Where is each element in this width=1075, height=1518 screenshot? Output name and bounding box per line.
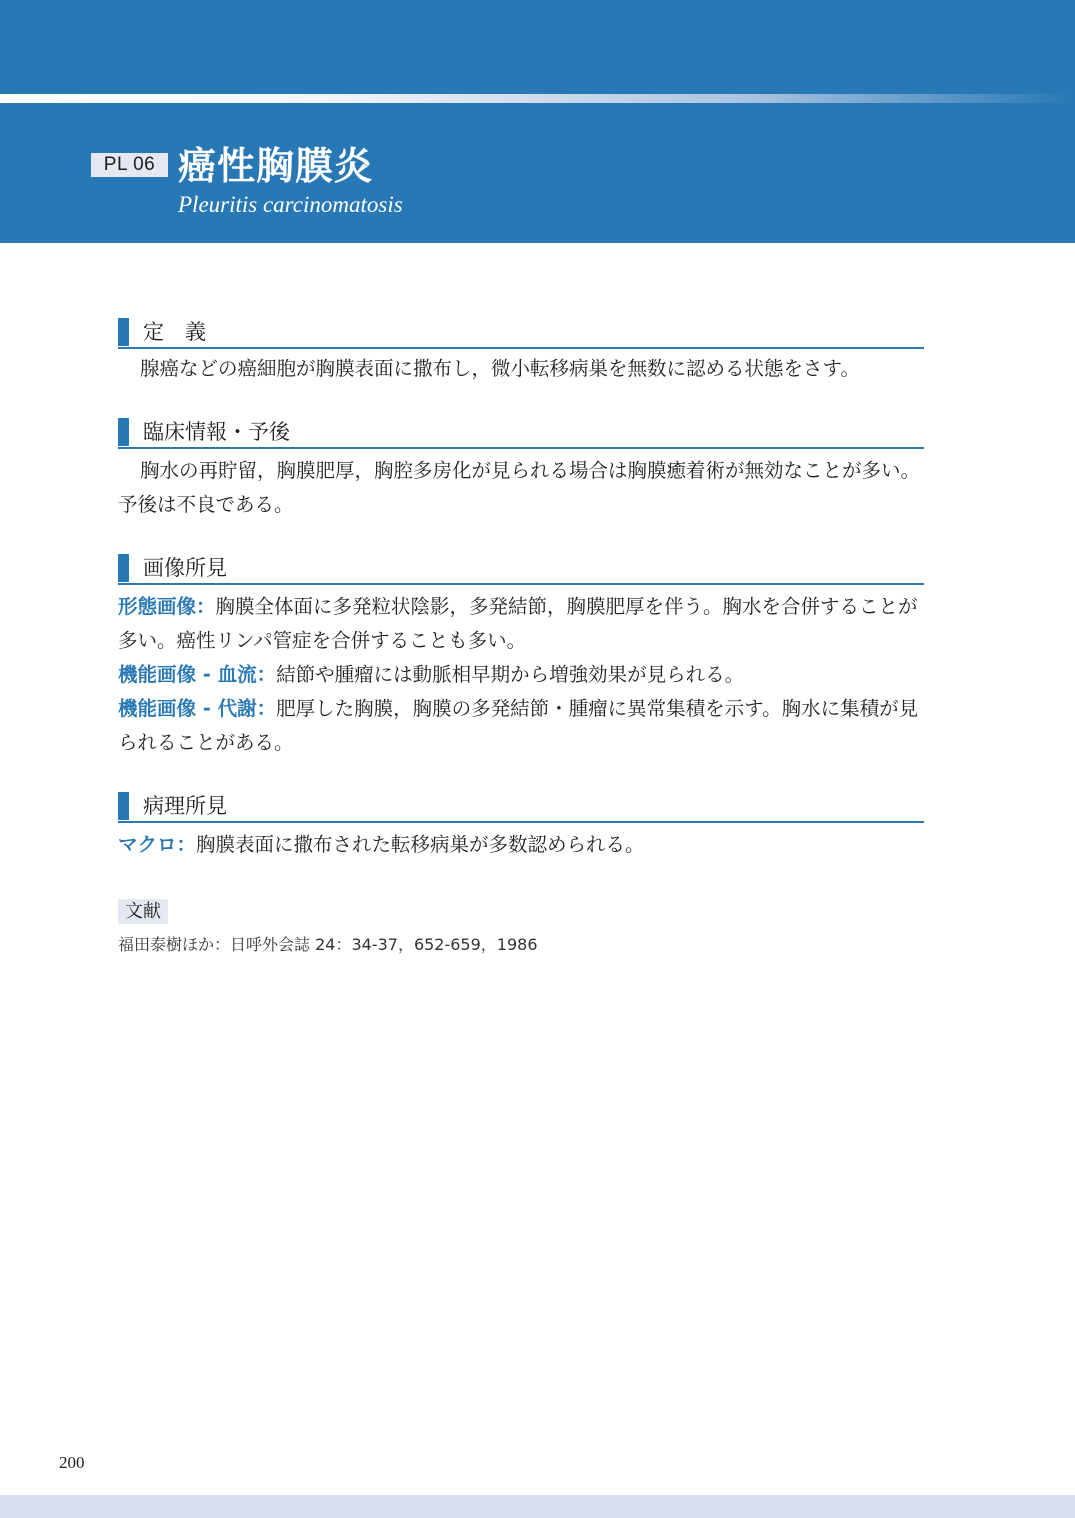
- header-stripe: [0, 94, 1075, 103]
- pathology-macro-text: 胸膜表面に撒布された転移病巣が多数認められる。: [196, 833, 645, 856]
- heading-bar: [118, 418, 129, 446]
- section-heading-definition: [118, 318, 924, 349]
- imaging-metabolism-label: 機能画像 - 代謝：: [118, 697, 277, 720]
- section-heading-clinical: [118, 418, 924, 449]
- clinical-paragraph: [118, 454, 924, 522]
- footer-band: [0, 1495, 1075, 1518]
- imaging-metabolism: [118, 692, 924, 760]
- definition-text: 腺癌などの癌細胞が胸膜表面に撒布し，微小転移病巣を無数に認める状態をさす。: [140, 357, 860, 380]
- pathology-macro: [118, 828, 924, 862]
- pathology-macro-label: マクロ：: [118, 833, 197, 856]
- heading-bar: [118, 792, 129, 820]
- imaging-metabolism-text: 肥厚した胸膜，胸膜の多発結節・腫瘤に異常集積を示す。胸水に集積が見られることがある。: [118, 697, 919, 754]
- heading-bar: [118, 318, 129, 346]
- section-heading-pathology: [118, 792, 924, 823]
- reference-citation: 福田泰樹ほか：日呼外会誌 24：34-37，652-659，1986: [118, 935, 538, 954]
- heading-label: 定 義: [143, 320, 206, 344]
- heading-bar: [118, 554, 129, 582]
- section-heading-imaging: [118, 554, 924, 585]
- page-subtitle-latin: Pleuritis carcinomatosis: [178, 192, 403, 217]
- clinical-text: 胸水の再貯留，胸膜肥厚，胸腔多房化が見られる場合は胸膜癒着術が無効なことが多い。予後は不良である。: [118, 459, 921, 516]
- imaging-morphology-text: 胸膜全体面に多発粒状陰影，多発結節，胸膜肥厚を伴う。胸水を合併することが多い。癌性リンパ管症を合併することも多い。: [118, 595, 918, 652]
- definition-paragraph: [118, 352, 924, 386]
- heading-label: 画像所見: [143, 556, 227, 580]
- imaging-perfusion: [118, 658, 924, 692]
- imaging-morphology-label: 形態画像：: [118, 595, 216, 618]
- references-label: 文献: [118, 899, 168, 924]
- heading-label: 臨床情報・予後: [143, 420, 290, 444]
- imaging-morphology: [118, 590, 924, 658]
- page-number: 200: [59, 1453, 85, 1472]
- imaging-perfusion-text: 結節や腫瘤には動脈相早期から増強効果が見られる。: [276, 663, 745, 686]
- entry-code-badge: PL 06: [91, 153, 168, 177]
- page-title: 癌性胸膜炎: [178, 144, 374, 188]
- heading-label: 病理所見: [143, 794, 227, 818]
- chapter-header: [0, 0, 1075, 243]
- imaging-perfusion-label: 機能画像 - 血流：: [118, 663, 277, 686]
